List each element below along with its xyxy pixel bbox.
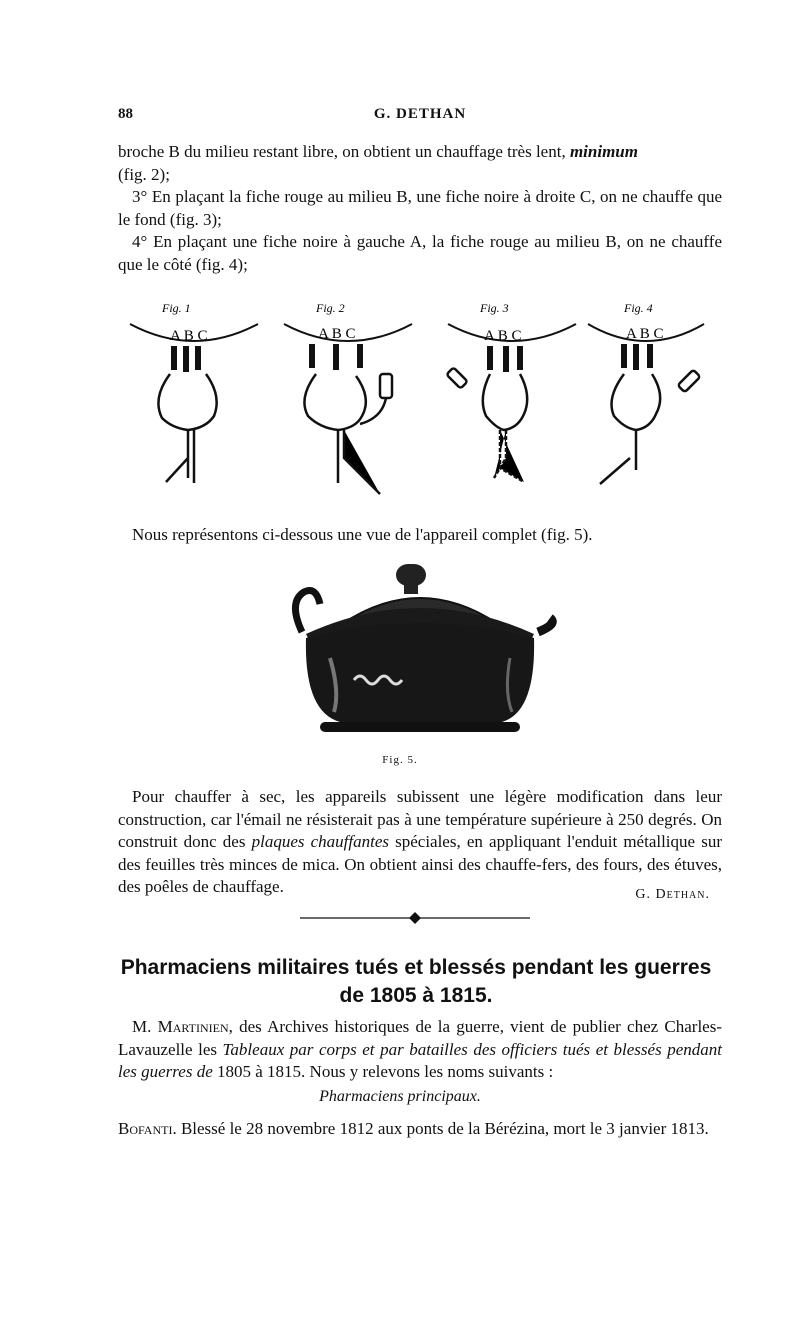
book-title: Tableaux par corps et par batailles des officiers tués et blessés pendant les guerres de xyxy=(118,1039,722,1081)
author-signature: G. Dethan. xyxy=(635,887,710,902)
subheading: Pharmaciens principaux. xyxy=(319,1088,481,1105)
figure-caption: Fig. 1 xyxy=(162,301,191,315)
entry-bofanti: Bofanti. Blessé le 28 novembre 1812 aux ponts de la Bérézina, mort le 3 janvier 1813. xyxy=(118,1119,709,1138)
list-item-4: 4° En plaçant une fiche noire à gauche A, la fiche rouge au milieu B, on ne chauffe que le côté (fig. 4); xyxy=(118,232,722,274)
article-paragraph: M. Martinien, des Archives historiques de la guerre, vient de publier chez Charles-Lavauzelle les Tableaux par corps et par batailles des officiers tués et blessés pendant les guerres de 1805 à 1815. Nous y relevons les noms suivants : xyxy=(118,1017,723,1081)
author-name: M. Martinien xyxy=(132,1017,229,1036)
figure-1 xyxy=(130,301,258,483)
figure-letters: A B C xyxy=(318,326,356,342)
figure-caption: Fig. 2 xyxy=(316,301,345,315)
plug-diagrams xyxy=(118,298,722,498)
dry-heating-paragraph: Pour chauffer à sec, les appareils subissent une légère modification dans leur construction, car l'émail ne résisterait pas à une température supérieure à 250 degrés. On construit donc des plaques chauffantes spéciales, en appliquant l'enduit métallique sur des feuilles très minces de mica. On obtient ainsi des chauffe-fers, des fours, des étuves, des poêles de chauffage. xyxy=(118,787,722,896)
figure-4 xyxy=(588,301,704,484)
page-number: 88 xyxy=(118,106,133,122)
list-item-3: 3° En plaçant la fiche rouge au milieu B, une fiche noire à droite C, on ne chauffe que le fond (fig. 3); xyxy=(118,187,722,229)
continuation-line-2: (fig. 2); xyxy=(118,164,170,184)
figure-letters: A B C xyxy=(484,328,522,344)
figure-3 xyxy=(446,301,576,482)
emphasis-minimum: minimum xyxy=(569,142,638,161)
figure-2 xyxy=(284,301,412,494)
article-title: Pharmaciens militaires tués et blessés pendant les guerres de 1805 à 1815. xyxy=(120,956,712,1007)
heating-pot-image xyxy=(280,562,560,738)
section-divider xyxy=(300,910,530,926)
pot-illustration xyxy=(280,562,560,738)
figures-1-4 xyxy=(118,298,722,498)
top-paragraph xyxy=(118,141,722,276)
figure-caption: Fig. 4 xyxy=(624,301,653,315)
entry-name: Bofanti xyxy=(118,1119,173,1138)
fig5-caption: Fig. 5. xyxy=(382,754,418,766)
figure-letters: A B C xyxy=(170,328,208,344)
continuation-line: broche B du milieu restant libre, on obtient un chauffage très lent, minimum xyxy=(118,142,638,161)
figure-letters: A B C xyxy=(626,326,664,342)
figure-caption: Fig. 3 xyxy=(480,301,509,315)
page-header xyxy=(118,106,722,128)
intro-fig5: Nous représentons ci-dessous une vue de l'appareil complet (fig. 5). xyxy=(132,525,593,544)
emphasis-plaques: plaques chauffantes xyxy=(251,832,389,851)
running-head: G. DETHAN xyxy=(373,106,467,122)
